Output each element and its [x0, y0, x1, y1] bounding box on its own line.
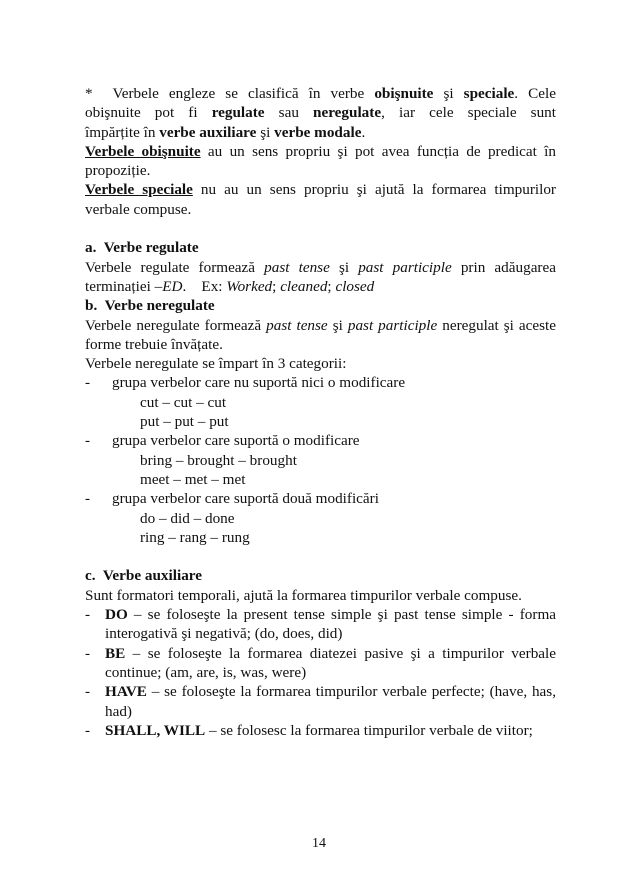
section-b-categories-intro: Verbele neregulate se împart în 3 categorii:: [85, 355, 347, 373]
document-page: [85, 84, 556, 740]
example-line: cut – cut – cut: [140, 393, 227, 411]
section-a-line-1: Verbele regulate formează past tense şi past participle prin adăugarea: [85, 258, 556, 276]
group-3: [85, 489, 556, 547]
asterisk: *: [85, 85, 93, 102]
section-b-paragraph: Verbele neregulate formează past tense şi past participle neregulat şi aceste forme trebuie învățate.: [85, 316, 556, 353]
list-item-have: - HAVE – se foloseşte la formarea timpurilor verbale perfecte; (have, has, had): [85, 683, 556, 720]
intro-line-2: obişnuite pot fi regulate sau neregulate, iar cele speciale sunt: [85, 104, 556, 122]
example-line: meet – met – met: [140, 470, 246, 488]
section-c-paragraph: Sunt formatori temporali, ajută la formarea timpurilor verbale compuse.: [85, 586, 522, 604]
list-item: - grupa verbelor care suportă două modificări: [85, 490, 379, 508]
section-a-line-2: terminației –ED. Ex: Worked; cleaned; closed: [85, 277, 375, 295]
example-line: ring – rang – rung: [140, 528, 250, 546]
group-1: [85, 373, 556, 431]
list-item: - grupa verbelor care nu suportă nici o modificare: [85, 374, 406, 392]
speciale-definition: Verbele speciale nu au un sens propriu şi ajută la formarea timpurilor verbale compuse.: [85, 181, 556, 218]
intro-line-3: împărțite în verbe auxiliare şi verbe modale.: [85, 123, 366, 141]
obisnuite-definition: Verbele obişnuite au un sens propriu şi pot avea funcția de predicat în propoziție.: [85, 142, 556, 180]
section-c-heading: c. Verbe auxiliare: [85, 567, 202, 585]
list-item-be: - BE – se foloseşte la formarea diatezei pasive şi a timpurilor verbale continue; (am, are, is, was, were): [85, 644, 556, 681]
list-item: - grupa verbelor care suportă o modificare: [85, 432, 360, 450]
example-line: bring – brought – brought: [140, 451, 297, 469]
example-line: do – did – done: [140, 509, 235, 527]
list-item-shall-will: - SHALL, WILL – se folosesc la formarea timpurilor verbale de viitor;: [85, 721, 533, 739]
group-2: [85, 431, 556, 489]
page-number: 14: [312, 836, 326, 851]
list-item-do: - DO – se foloseşte la present tense simple şi past tense simple - forma interogativă şi negativă; (do, does, did): [85, 606, 556, 643]
example-line: put – put – put: [140, 413, 229, 431]
intro-line-1: * Verbele engleze se clasifică în verbe obişnuite şi speciale. Cele: [85, 85, 556, 102]
section-b-heading: b. Verbe neregulate: [85, 297, 215, 315]
section-a-heading: a. Verbe regulate: [85, 239, 199, 257]
